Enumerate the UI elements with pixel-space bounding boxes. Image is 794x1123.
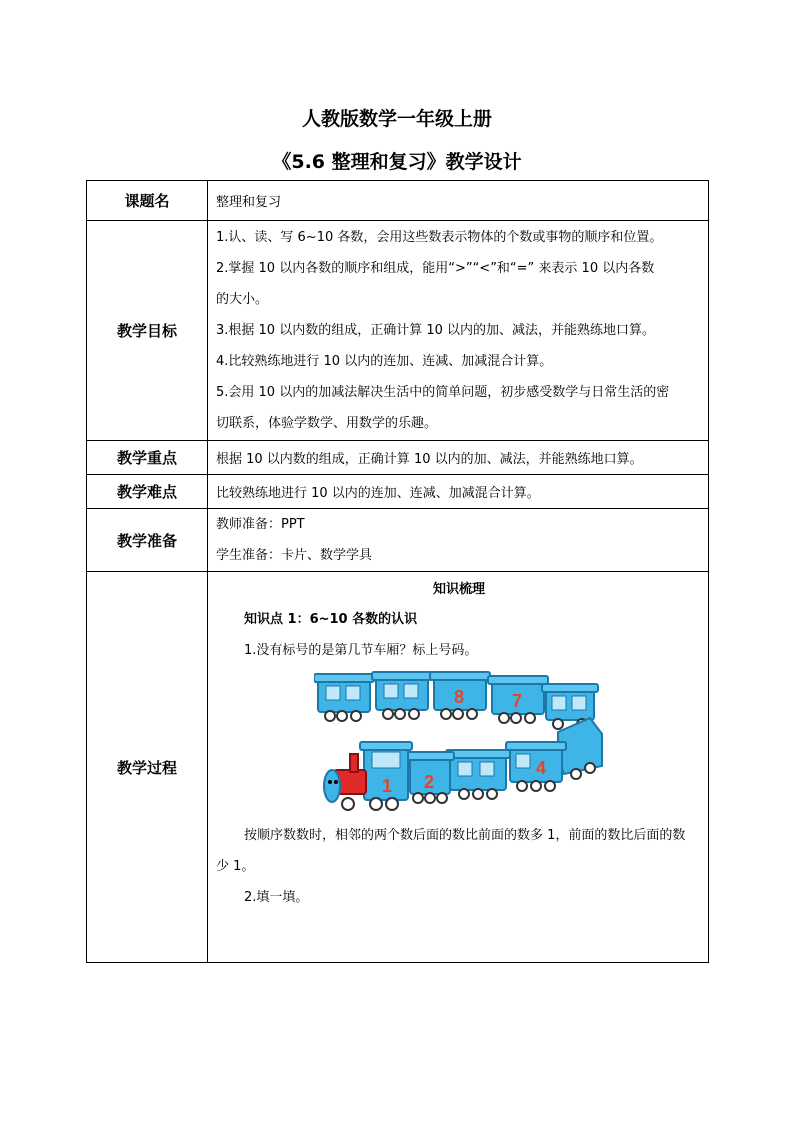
goal-line: 的大小。 — [216, 292, 269, 307]
car-number: 8 — [454, 687, 465, 707]
train-illustration — [314, 670, 604, 820]
label-goals: 教学目标 — [87, 221, 208, 441]
label-process: 教学过程 — [87, 572, 208, 963]
goal-line: 1.认、读、写 6~10 各数，会用这些数表示物体的个数或事物的顺序和位置。 — [216, 230, 663, 245]
goal-line: 切联系，体验学数学、用数学的乐趣。 — [216, 416, 438, 431]
row-preparation — [87, 509, 709, 572]
lesson-plan-table — [86, 180, 709, 963]
value-process — [208, 572, 709, 963]
question-2: 2.填一填。 — [244, 890, 309, 905]
doc-title: 人教版数学一年级上册 — [301, 108, 492, 130]
train-car — [430, 672, 490, 719]
train-car — [406, 752, 454, 803]
row-process — [87, 572, 709, 963]
label-key-point: 教学重点 — [87, 441, 208, 475]
row-difficulty — [87, 475, 709, 509]
row-key-point — [87, 441, 709, 475]
label-difficulty: 教学难点 — [87, 475, 208, 509]
paragraph-line: 少 1。 — [216, 859, 255, 874]
train-car — [488, 676, 548, 723]
car-number: 2 — [424, 772, 435, 792]
student-prep: 学生准备：卡片、数学学具 — [216, 548, 373, 563]
car-number: 1 — [382, 776, 393, 796]
value-preparation — [208, 509, 709, 572]
section-heading: 知识梳理 — [432, 582, 485, 597]
value-difficulty: 比较熟练地进行 10 以内的连加、连减、加减混合计算。 — [208, 475, 709, 509]
paragraph-line: 按顺序数数时，相邻的两个数后面的数比前面的数多 1，前面的数比后面的数 — [244, 828, 686, 843]
value-key-point: 根据 10 以内数的组成，正确计算 10 以内的加、减法，并能熟练地口算。 — [208, 441, 709, 475]
goal-line: 2.掌握 10 以内各数的顺序和组成，能用“>”“<”和“=” 来表示 10 以内各数 — [216, 261, 655, 276]
car-number: 7 — [512, 691, 523, 711]
teacher-prep: 教师准备：PPT — [216, 517, 305, 532]
question-1: 1.没有标号的是第几节车厢？标上号码。 — [244, 643, 478, 658]
car-number: 4 — [536, 758, 547, 778]
doc-subtitle: 《5.6 整理和复习》教学设计 — [272, 151, 522, 173]
train-car — [372, 672, 432, 719]
label-topic: 课题名 — [87, 181, 208, 221]
goal-line: 4.比较熟练地进行 10 以内的连加、连减、加减混合计算。 — [216, 354, 553, 369]
row-goals — [87, 221, 709, 441]
knowledge-point-heading: 知识点 1：6~10 各数的认识 — [244, 612, 418, 627]
train-car — [506, 742, 566, 791]
value-goals — [208, 221, 709, 441]
train-car — [446, 750, 510, 799]
goal-line: 5.会用 10 以内的加减法解决生活中的简单问题，初步感受数学与日常生活的密 — [216, 385, 670, 400]
row-topic — [87, 181, 709, 221]
train-engine — [324, 742, 412, 810]
label-preparation: 教学准备 — [87, 509, 208, 572]
train-car — [314, 674, 374, 721]
value-topic: 整理和复习 — [208, 181, 709, 221]
goal-line: 3.根据 10 以内数的组成，正确计算 10 以内的加、减法，并能熟练地口算。 — [216, 323, 656, 338]
